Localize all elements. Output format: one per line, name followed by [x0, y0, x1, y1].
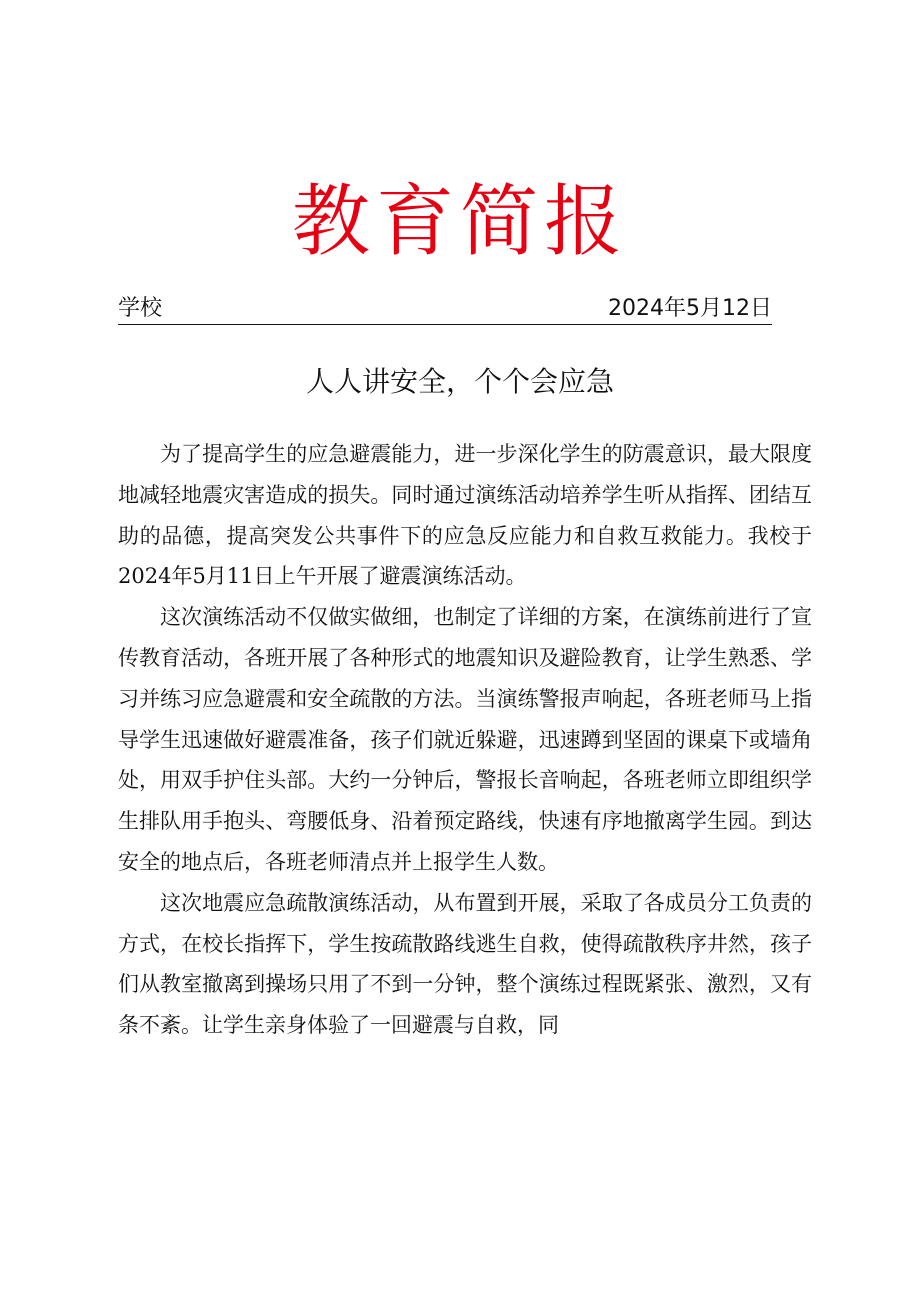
article-paragraph-2: 这次演练活动不仅做实做细，也制定了详细的方案，在演练前进行了宣传教育活动，各班开展了各种形式的地震知识及避险教育，让学生熟悉、学习并练习应急避震和安全疏散的方法。当演练警报声响起，各班老师马上指导学生迅速做好避震准备，孩子们就近躲避，迅速蹲到坚固的课桌下或墙角处，用双手护住头部。大约一分钟后，警报长音响起，各班老师立即组织学生排队用手抱头、弯腰低身、沿着预定路线，快速有序地撤离学生园。到达安全的地点后，各班老师清点并上报学生人数。: [118, 605, 812, 874]
info-line: [118, 294, 772, 325]
school-label: 学校: [118, 296, 163, 321]
article-paragraph-3: 这次地震应急疏散演练活动，从布置到开展，采取了各成员分工负责的方式，在校长指挥下，学生按疏散路线逃生自救，使得疏散秩序井然，孩子们从教室撤离到操场只用了不到一分钟，整个演练过程既紧张、激烈，又有条不紊。让学生亲身体验了一回避震与自救，同: [118, 890, 812, 1038]
issue-date: 2024年5月12日: [608, 296, 772, 321]
article-title: 人人讲安全，个个会应急: [305, 365, 614, 398]
newsletter-masthead: 教育简报: [291, 177, 628, 267]
article-paragraph-1: 为了提高学生的应急避震能力，进一步深化学生的防震意识，最大限度地减轻地震灾害造成的损失。同时通过演练活动培养学生听从指挥、团结互助的品德，提高突发公共事件下的应急反应能力和自救互救能力。我校于2024年5月11日上午开展了避震演练活动。: [118, 442, 812, 589]
article-body: [118, 434, 812, 1046]
